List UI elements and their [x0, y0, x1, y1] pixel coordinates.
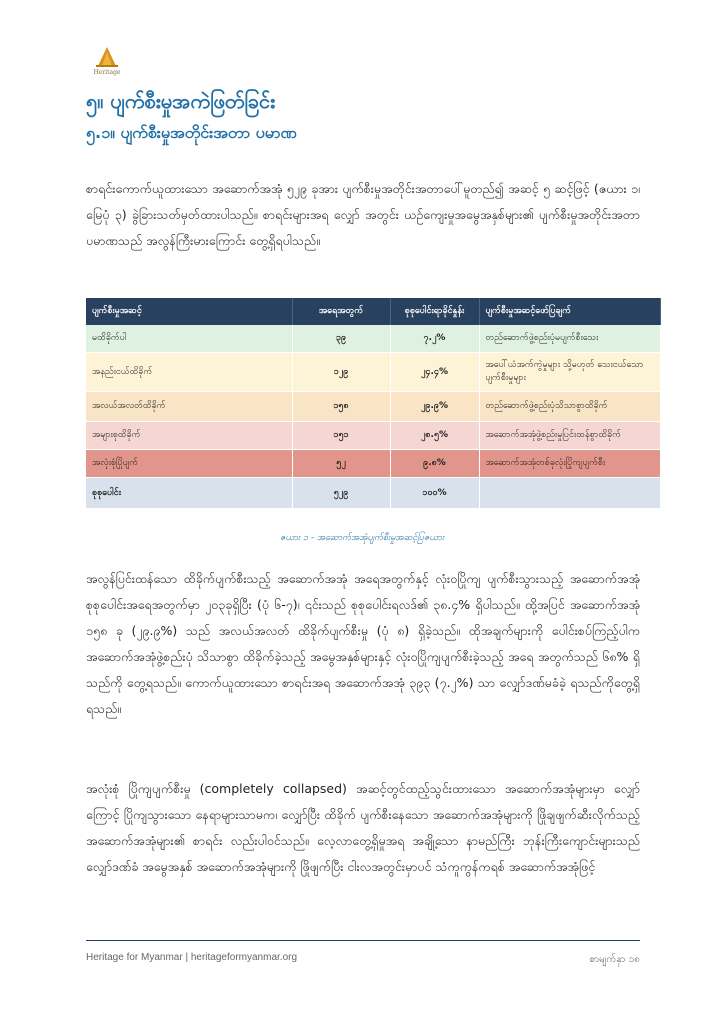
cell-count: ၅၂	[292, 450, 390, 478]
section-heading: ၅။ ပျက်စီးမှုအကဲဖြတ်ခြင်း	[86, 89, 276, 113]
cell-level: အလုံးစုံပြိုပျက်	[86, 450, 292, 478]
damage-level-table	[86, 298, 661, 509]
table-row	[86, 353, 660, 392]
footer-site: Heritage for Myanmar | heritageformyanmar.org	[86, 952, 298, 963]
cell-percent: ၇.၂%	[390, 325, 479, 353]
cell-percent: ၂၄.၄%	[390, 353, 479, 392]
paragraph-intro: စာရင်းကောက်ယူထားသော အဆောက်အအုံ ၅၂၉ ခုအား ပျက်စီးမှုအတိုင်းအတာပေါ်မူတည်၍ အဆင့် ၅ ဆင့်ဖြင့် (ဇယား ၁၊ မြေပုံ ၃) ခွဲခြားသတ်မှတ်ထားပါသည်။ စာရင်းများအရ လျှော် အတွင်း ယဉ်ကျေးမှုအမွေအနှစ်များ၏ ပျက်စီးမှုအတိုင်းအတာ ပမာဏသည် အလွန်ကြီးမားကြောင်း တွေ့ရှိရပါသည်။	[86, 181, 640, 248]
cell-description: အပေါ်ယံအက်ကွဲမှုများ သို့မဟုတ် သေးငယ်သောပျက်စီးမှုများ	[479, 353, 660, 392]
cell-count: ၃၉	[292, 325, 390, 353]
cell-level: မထိခိုက်ပါ	[86, 325, 292, 353]
table-caption: ဇယား ၁ - အဆောက်အအုံပျက်စီးမှုအဆင့်ပြဇယား	[279, 533, 445, 543]
cell-description: အဆောက်အအုံဖွဲ့စည်းမှုပြင်းထန်စွာထိခိုက်	[479, 422, 660, 450]
cell-level: အနည်းငယ်ထိခိုက်	[86, 353, 292, 392]
col-header-percent: စုစုပေါင်းရာခိုင်နှုန်း	[390, 298, 479, 325]
col-header-level: ပျက်စီးမှုအဆင့်	[86, 298, 292, 325]
table-header-row	[86, 298, 660, 325]
table-row	[86, 450, 660, 478]
cell-description	[479, 478, 660, 509]
cell-description: အဆောက်အအုံတစ်ခုလုံးပြိုကျပျက်စီး	[479, 450, 660, 478]
pagoda-icon	[94, 46, 120, 68]
col-header-count: အရေအတွက်	[292, 298, 390, 325]
cell-count: ၅၂၉	[292, 478, 390, 509]
logo-text: Heritage	[93, 69, 121, 76]
paragraph-analysis: အလွန်ပြင်းထန်သော ထိခိုက်ပျက်စီးသည့် အဆောက်အအုံ အရေအတွက်နှင့် လုံးဝပြိုကျ ပျက်စီးသွားသည့် အဆောက်အအုံ စုစုပေါင်းအရေအတွက်မှာ ၂၀၃ခုရှိပြီး (ပုံ ၆-၇)၊ ၎င်းသည် စုစုပေါင်းရလဒ်၏ ၃၈.၄% ရှိပါသည်။ ထို့အပြင် အဆောက်အအုံ ၁၅၈ ခု (၂၉.၉%) သည် အလယ်အလတ် ထိခိုက်ပျက်စီးမှု (ပုံ ၈) ရှိခဲ့သည်။ ထိုအချက်များကို ပေါင်းစပ်ကြည့်ပါက အဆောက်အအုံဖွဲ့စည်းပုံ သိသာစွာ ထိခိုက်ခဲ့သည့် အမွေအနှစ်များနှင့် လုံးဝပြိုကျပျက်စီးခဲ့သည့် အရေ အတွက်သည် ၆၈% ရှိသည်ကို တွေ့ရသည်။ ကောက်ယူထားသော စာရင်းအရ အဆောက်အအုံ ၃၉၃ (၇.၂%) သာ လျှော်ဒဏ်မခံခဲ့ ရသည်ကိုတွေ့ရှိရသည်။	[86, 571, 640, 716]
cell-count: ၁၅၈	[292, 392, 390, 422]
cell-level: အများစုထိခိုက်	[86, 422, 292, 450]
table-row	[86, 325, 660, 353]
cell-percent: ၉.၈%	[390, 450, 479, 478]
paragraph-collapsed: အလုံးစုံ ပြိုကျပျက်စီးမှု (completely collapsed) အဆင့်တွင်ထည့်သွင်းထားသော အဆောက်အအုံများမှာ လျှော်ကြောင့် ပြိုကျသွားသော နေရာများသာမက၊ လျှော်ပြီး ထိခိုက် ပျက်စီးနေသော အဆောက်အအုံများကို ဖြိုချဖျက်ဆီးလိုက်သည့် အဆောက်အအုံများ၏ စာရင်း လည်းပါဝင်သည်။ လေ့လာတွေ့ရှိမှုအရ အချို့သော နာမည်ကြီး ဘုန်းကြီးကျောင်းများသည် လျှော်ဒဏ်ခံ အမွေအနှစ် အဆောက်အအုံများကို ဖြိုဖျက်ပြီး ငါးလအတွင်းမှာပင် သံကူကွန်ကရစ် အဆောက်အအုံဖြင့်	[86, 781, 640, 874]
table-row	[86, 392, 660, 422]
table-total-row	[86, 478, 660, 509]
cell-percent: ၁၀၀%	[390, 478, 479, 509]
cell-percent: ၂၉.၉%	[390, 392, 479, 422]
cell-description: တည်ဆောက်ဖွဲ့စည်းပုံမပျက်စီးသေး	[479, 325, 660, 353]
table-row	[86, 422, 660, 450]
cell-percent: ၂၈.၅%	[390, 422, 479, 450]
heritage-logo	[90, 46, 124, 76]
cell-level: အလယ်အလတ်ထိခိုက်	[86, 392, 292, 422]
footer-divider	[86, 940, 640, 941]
cell-count: ၁၅၁	[292, 422, 390, 450]
cell-level: စုစုပေါင်း	[86, 478, 292, 509]
cell-count: ၁၂၉	[292, 353, 390, 392]
cell-description: တည်ဆောက်ဖွဲ့စည်းပုံသိသာစွာထိခိုက်	[479, 392, 660, 422]
subsection-heading: ၅.၁။ ပျက်စီးမှုအတိုင်းအတာ ပမာဏ	[86, 123, 297, 142]
page-number: စာမျက်နှာ ၁၈	[589, 954, 640, 965]
col-header-description: ပျက်စီးမှုအဆင့်ဖော်ပြချက်	[479, 298, 660, 325]
